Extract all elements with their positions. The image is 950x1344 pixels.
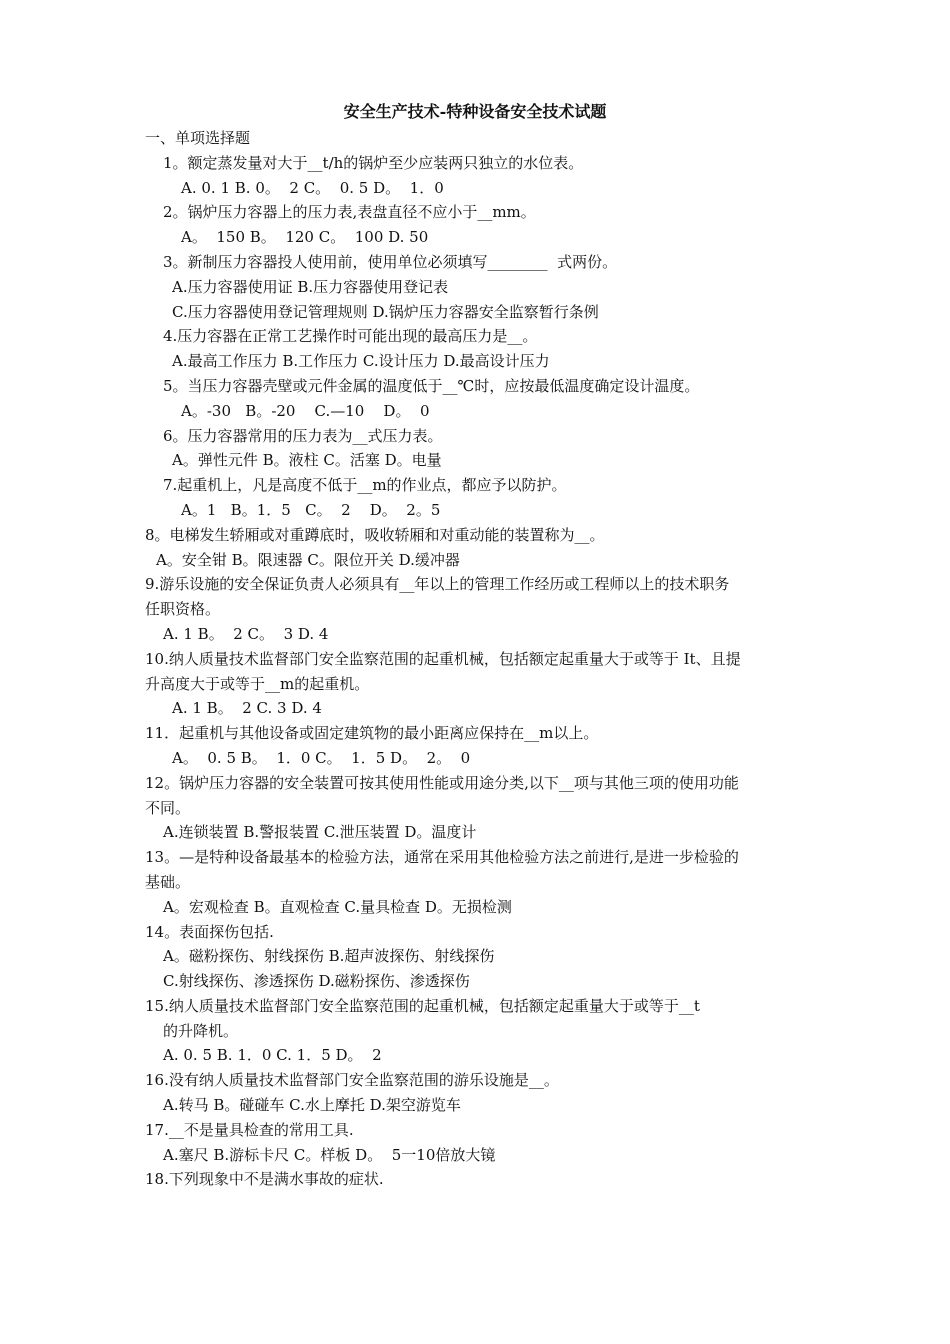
text-line: 2。锅炉压力容器上的压力表,表盘直径不应小于__mm。 bbox=[163, 203, 536, 222]
text-line: A。 0. 5 B。 1．0 C。 1．5 D。 2。 0 bbox=[172, 748, 471, 767]
document-body bbox=[145, 126, 815, 1192]
text-line: 基础。 bbox=[145, 872, 191, 891]
text-line: 5。当压力容器壳壁或元件金属的温度低于__℃时，应按最低温度确定设计温度。 bbox=[163, 376, 700, 395]
text-line: A。1 B。1．5 C。 2 D。 2。5 bbox=[181, 500, 441, 519]
text-line: 14。表面探伤包括. bbox=[145, 922, 274, 941]
text-line: 8。电梯发生轿厢或对重蹲底时，吸收轿厢和对重动能的装置称为__。 bbox=[145, 525, 605, 544]
text-line: 17.__不是量具检查的常用工具. bbox=[145, 1120, 354, 1139]
text-line: A.连锁装置 B.警报装置 C.泄压装置 D。温度计 bbox=[163, 823, 477, 842]
text-line: A。-30 B。-20 C.—10 D。 0 bbox=[181, 401, 430, 420]
text-line: A.转马 B。碰碰车 C.水上摩托 D.架空游览车 bbox=[163, 1096, 461, 1115]
text-line: 一、单项选择题 bbox=[145, 129, 251, 147]
text-line: A。磁粉探伤、射线探伤 B.超声波探伤、射线探伤 bbox=[163, 947, 495, 966]
text-line: 12。锅炉压力容器的安全装置可按其使用性能或用途分类,以下__项与其他三项的使用功能 bbox=[145, 773, 739, 792]
text-line: A。 150 B。 120 C。 100 D. 50 bbox=[181, 228, 429, 247]
text-line: 15.纳人质量技术监督部门安全监察范围的起重机械，包括额定起重量大于或等于__t bbox=[145, 996, 700, 1015]
text-line: 11．起重机与其他设备或固定建筑物的最小距离应保持在__m以上。 bbox=[145, 724, 599, 743]
text-line: 不同。 bbox=[145, 798, 191, 817]
text-line: A.塞尺 B.游标卡尺 C。样板 D。 5一10倍放大镜 bbox=[163, 1145, 496, 1164]
text-line: 10.纳人质量技术监督部门安全监察范围的起重机械，包括额定起重量大于或等于 It、且提 bbox=[145, 649, 741, 668]
text-line: 的升降机。 bbox=[163, 1021, 239, 1040]
text-line: A. 1 B。 2 C。 3 D. 4 bbox=[163, 624, 329, 643]
text-line: 3。新制压力容器投人使用前，使用单位必须填写________ 式两份。 bbox=[163, 252, 618, 271]
text-line: 9.游乐设施的安全保证负责人必须具有__年以上的管理工作经历或工程师以上的技术职务 bbox=[145, 575, 730, 594]
text-line: 16.没有纳人质量技术监督部门安全监察范围的游乐设施是__。 bbox=[145, 1071, 559, 1090]
text-line: 18.下列现象中不是满水事故的症状. bbox=[145, 1170, 384, 1189]
page-title: 安全生产技术-特种设备安全技术试题 bbox=[343, 102, 607, 121]
text-line: 4.压力容器在正常工艺操作时可能出现的最高压力是__。 bbox=[163, 327, 538, 346]
text-line: 任职资格。 bbox=[145, 600, 221, 619]
text-line: C.射线探伤、渗透探伤 D.磁粉探伤、渗透探伤 bbox=[163, 972, 470, 991]
text-line: A.最高工作压力 B.工作压力 C.设计压力 D.最高设计压力 bbox=[172, 352, 550, 371]
text-line: A. 1 B。 2 C. 3 D. 4 bbox=[172, 699, 322, 718]
text-line: 升高度大于或等于__m的起重机。 bbox=[145, 674, 370, 693]
text-line: 7.起重机上，凡是高度不低于__m的作业点，都应予以防护。 bbox=[163, 476, 567, 495]
text-line: A. 0. 1 B. 0。 2 C。 0. 5 D。 1．0 bbox=[181, 178, 444, 197]
text-line: A。弹性元件 B。液柱 C。活塞 D。电量 bbox=[172, 451, 442, 470]
text-line: 13。—是特种设备最基本的检验方法，通常在采用其他检验方法之前进行,是进一步检验的 bbox=[145, 848, 739, 867]
text-line: C.压力容器使用登记管理规则 D.锅炉压力容器安全监察暂行条例 bbox=[172, 302, 599, 321]
text-line: A。宏观检查 B。直观检查 C.量具检查 D。无损检测 bbox=[163, 897, 512, 916]
text-line: A. 0. 5 B. 1．0 C. 1．5 D。 2 bbox=[163, 1046, 382, 1065]
text-line: 1。额定蒸发量对大于__t/h的锅炉至少应装两只独立的水位表。 bbox=[163, 153, 584, 172]
text-line: A.压力容器使用证 B.压力容器使用登记表 bbox=[172, 277, 449, 296]
text-line: A。安全钳 B。限速器 C。限位开关 D.缓冲器 bbox=[156, 550, 460, 569]
text-line: 6。压力容器常用的压力表为__式压力表。 bbox=[163, 426, 443, 445]
